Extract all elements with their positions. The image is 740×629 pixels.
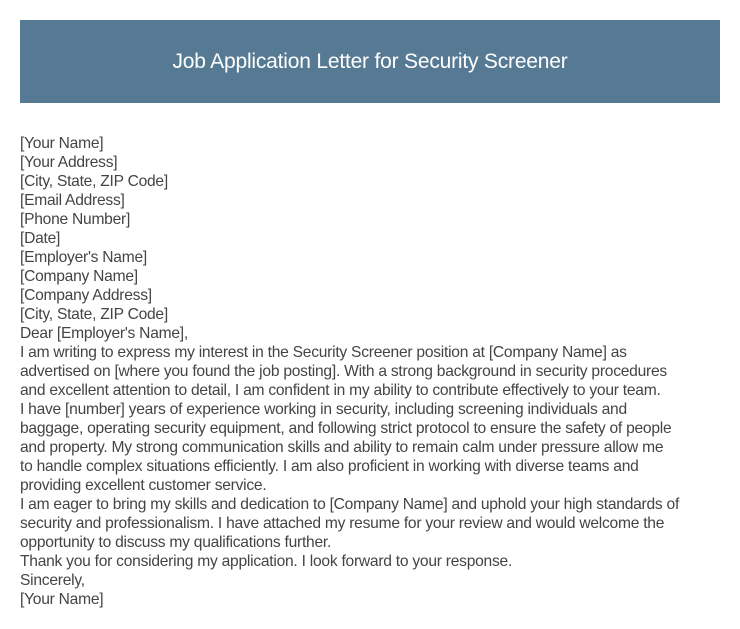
paragraph-line: opportunity to discuss my qualifications further. xyxy=(20,534,332,551)
sender-phone: [Phone Number] xyxy=(20,211,131,228)
paragraph-motivation xyxy=(20,495,730,552)
sender-block xyxy=(20,134,730,248)
paragraph-line: security and professionalism. I have attached my resume for your review and would welcome the xyxy=(20,515,665,532)
sender-email: [Email Address] xyxy=(20,192,125,209)
paragraph-experience xyxy=(20,400,730,495)
paragraph-line: I am writing to express my interest in the Security Screener position at [Company Name] as xyxy=(20,344,627,361)
paragraph-intro xyxy=(20,343,730,400)
paragraph-thanks xyxy=(20,552,730,571)
paragraph-line: Thank you for considering my application. I look forward to your response. xyxy=(20,553,513,570)
sender-name: [Your Name] xyxy=(20,135,104,152)
paragraph-line: and excellent attention to detail, I am confident in my ability to contribute effectively to your team. xyxy=(20,382,661,399)
page-title: Job Application Letter for Security Screener xyxy=(172,49,568,73)
recipient-employer-name: [Employer's Name] xyxy=(20,249,147,266)
paragraph-line: baggage, operating security equipment, and following strict protocol to ensure the safety of people xyxy=(20,420,672,437)
letter-body xyxy=(20,134,730,609)
sender-address: [Your Address] xyxy=(20,154,118,171)
paragraph-line: and property. My strong communication skills and ability to remain calm under pressure allow me xyxy=(20,439,664,456)
recipient-company-name: [Company Name] xyxy=(20,268,138,285)
recipient-block xyxy=(20,248,730,324)
paragraph-line: advertised on [where you found the job posting]. With a strong background in security procedures xyxy=(20,363,667,380)
paragraph-line: to handle complex situations efficiently. I am also proficient in working with diverse teams and xyxy=(20,458,639,475)
letter-title-banner xyxy=(20,20,720,103)
sender-city-state-zip: [City, State, ZIP Code] xyxy=(20,173,168,190)
salutation: Dear [Employer's Name], xyxy=(20,325,188,342)
paragraph-line: providing excellent customer service. xyxy=(20,477,267,494)
recipient-city-state-zip: [City, State, ZIP Code] xyxy=(20,306,168,323)
letter-date: [Date] xyxy=(20,230,61,247)
signature: [Your Name] xyxy=(20,591,104,608)
recipient-company-address: [Company Address] xyxy=(20,287,152,304)
paragraph-line: I have [number] years of experience working in security, including screening individuals and xyxy=(20,401,627,418)
closing: Sincerely, xyxy=(20,572,85,589)
paragraph-line: I am eager to bring my skills and dedication to [Company Name] and uphold your high standards of xyxy=(20,496,680,513)
